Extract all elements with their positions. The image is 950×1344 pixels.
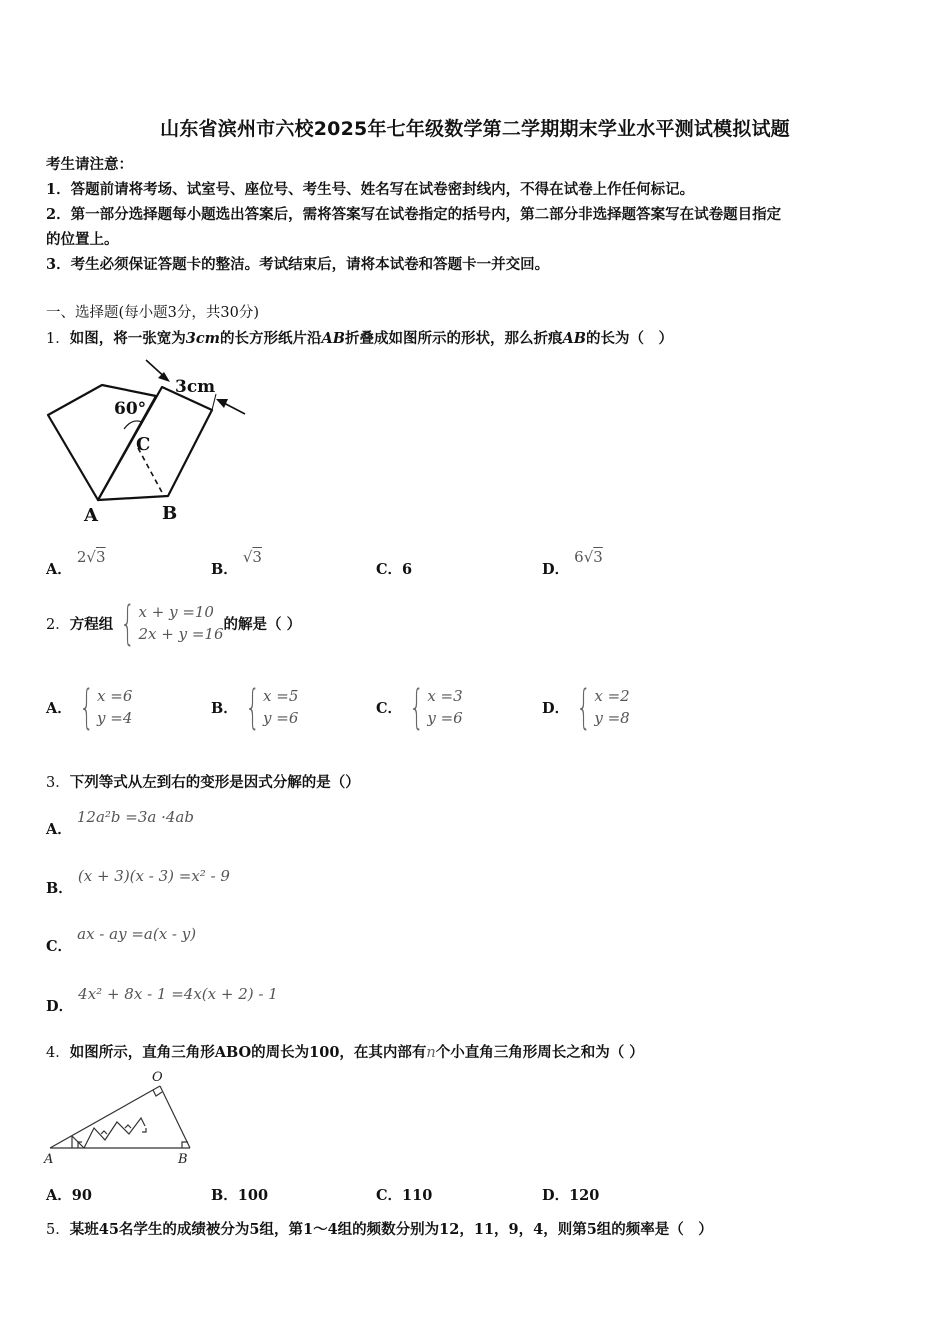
q4-option-c[interactable]: C．110 xyxy=(376,1187,433,1204)
option-value: 90 xyxy=(71,1187,92,1204)
question-5 xyxy=(46,1218,713,1239)
question-4 xyxy=(46,1041,644,1062)
notice-item-1: 1．答题前请将考场、试室号、座位号、考生号、姓名写在试卷密封线内，不得在试卷上作任何标记。 xyxy=(46,181,695,198)
notice-heading: 考生请注意： xyxy=(46,156,133,173)
q1-option-d[interactable]: D． 6√3 xyxy=(542,548,603,578)
figure-width-label: 3cm xyxy=(175,377,216,397)
option-value: 110 xyxy=(402,1187,433,1204)
q3-option-c[interactable]: C． ax - ay =a(x - y) xyxy=(46,925,197,955)
question-stem: 下列等式从左到右的变形是因式分解的是（） xyxy=(69,774,360,791)
system-eq-2: 2x + y =16 xyxy=(138,625,224,643)
question-number: 4． xyxy=(46,1045,70,1061)
question-number: 2． xyxy=(46,616,70,633)
option-value: 6√3 xyxy=(574,548,603,566)
question-number: 1． xyxy=(46,331,70,347)
q1-option-b[interactable]: B． √3 xyxy=(211,548,262,578)
q4-option-b[interactable]: B．100 xyxy=(211,1187,269,1204)
option-expression: 4x² + 8x - 1 =4x(x + 2) - 1 xyxy=(78,985,278,1003)
option-value: √3 xyxy=(242,548,262,566)
q2-option-d[interactable]: D． { x =2 y =8 xyxy=(542,680,630,734)
figure-point-c: C xyxy=(136,434,151,455)
folded-paper-figure xyxy=(40,352,255,527)
page-title: 山东省滨州市六校2025年七年级数学第二学期期末学业水平测试模拟试题 xyxy=(160,118,790,140)
option-expression: ax - ay =a(x - y) xyxy=(77,925,197,943)
q3-option-b[interactable]: B． (x + 3)(x - 3) =x² - 9 xyxy=(46,867,230,897)
brace-icon: { xyxy=(120,596,136,650)
brace-icon: { xyxy=(576,680,592,734)
question-1 xyxy=(46,327,673,348)
option-value: 6 xyxy=(402,561,413,578)
q2-option-c[interactable]: C． { x =3 y =6 xyxy=(376,680,463,734)
brace-icon: { xyxy=(79,680,94,734)
figure-angle-label: 60° xyxy=(114,399,147,419)
q3-option-d[interactable]: D． 4x² + 8x - 1 =4x(x + 2) - 1 xyxy=(46,985,278,1015)
option-expression: 12a²b =3a ·4ab xyxy=(76,808,194,826)
notice-item-3: 3．考生必须保证答题卡的整洁。考试结束后，请将本试卷和答题卡一并交回。 xyxy=(46,256,550,273)
notice-item-2-cont: 的位置上。 xyxy=(46,231,119,248)
section-heading: 一、选择题(每小题3分，共30分) xyxy=(46,305,259,321)
question-number: 5． xyxy=(46,1222,70,1238)
figure-point-b: B xyxy=(162,503,178,524)
question-stem: 如图所示，直角三角形ABO的周长为100，在其内部有n个小直角三角形周长之和为（ ） xyxy=(69,1044,644,1061)
q1-option-a[interactable]: A． 2√3 xyxy=(46,548,106,578)
question-number: 3． xyxy=(46,775,70,791)
brace-icon: { xyxy=(245,680,260,734)
option-value: 2√3 xyxy=(76,548,106,566)
option-value: 100 xyxy=(237,1187,269,1204)
figure-point-a: A xyxy=(44,1152,54,1167)
question-stem: 某班45名学生的成绩被分为5组，第1～4组的频数分别为12，11，9，4，则第5组的频率是（ ） xyxy=(69,1221,713,1238)
question-3 xyxy=(46,771,360,792)
system-eq-1: x + y =10 xyxy=(138,603,214,621)
figure-point-o: O xyxy=(152,1070,163,1085)
option-value: 120 xyxy=(569,1187,600,1204)
q3-option-a[interactable]: A． 12a²b =3a ·4ab xyxy=(46,808,194,838)
q2-option-a[interactable]: A． { x =6 y =4 xyxy=(46,680,133,734)
brace-icon: { xyxy=(409,680,425,734)
q4-option-d[interactable]: D．120 xyxy=(542,1187,600,1204)
q4-option-a[interactable]: A．90 xyxy=(46,1187,92,1204)
question-stem: 如图，将一张宽为3cm的长方形纸片沿AB折叠成如图所示的形状，那么折痕AB的长为（ ） xyxy=(69,330,674,347)
q1-option-c[interactable]: C．6 xyxy=(376,561,413,578)
figure-point-b: B xyxy=(178,1152,188,1167)
figure-point-a: A xyxy=(84,505,98,526)
right-triangle-figure xyxy=(42,1068,202,1168)
question-2: 2． 方程组 { x + y =10 2x + y =16 的解是（ ） xyxy=(46,596,302,650)
notice-item-2: 2．第一部分选择题每小题选出答案后，需将答案写在试卷指定的括号内，第二部分非选择题答案写在试卷题目指定 xyxy=(46,206,782,223)
q2-option-b[interactable]: B． { x =5 y =6 xyxy=(211,680,299,734)
option-expression: (x + 3)(x - 3) =x² - 9 xyxy=(77,867,230,885)
